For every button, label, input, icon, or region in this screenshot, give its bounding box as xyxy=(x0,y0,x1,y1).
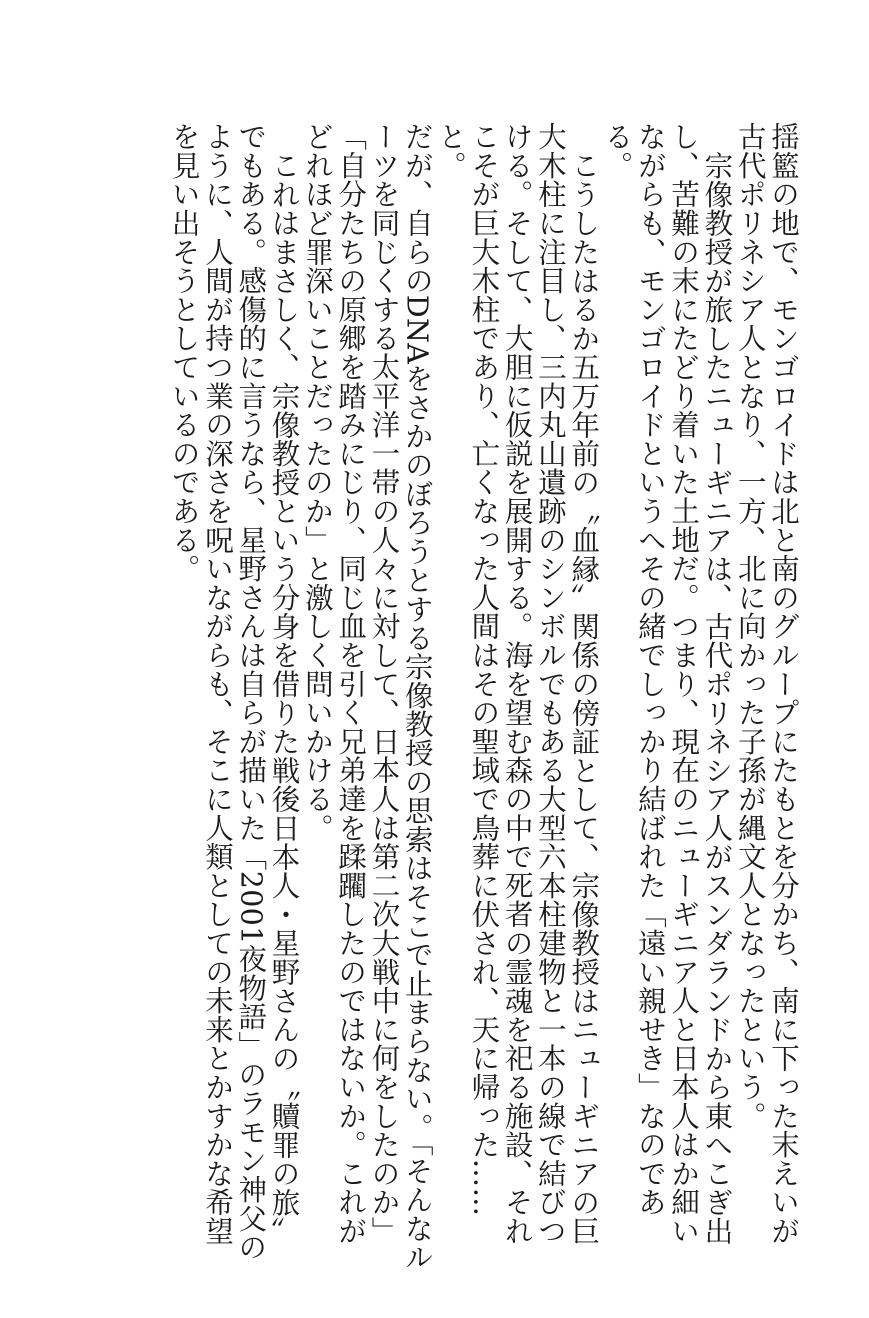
paragraph-1: 揺籃の地で、モンゴロイドは北と南のグループにたもとを分かち、南に下った末えいが古代ポリネシア人となり、一方、北に向かった子孫が縄文人となったという。 xyxy=(733,122,800,1246)
paragraph-2: 宗像教授が旅したニューギニアは、古代ポリネシア人がスンダランドから東へこぎ出し、苦難の末にたどり着いた土地だ。つまり、現在のニューギニア人と日本人はか細いながらも、モンゴロイドというへその緒でしっかり結ばれた「遠い親せき」なのである。 xyxy=(600,122,734,1246)
paragraph-5: これはまさしく、宗像教授という分身を借りた戦後日本人・星野さんの〝贖罪の旅〟でもある。感傷的に言うなら、星野さんは自らが描いた「2001夜物語」のラモン神父のように、人間が持つ業の深さを呪いながらも、そこに人類としての未来とかすかな希望を見い出そうとしているのである。 xyxy=(167,122,301,1262)
paragraph-4: だが、自らのDNAをさかのぼろうとする宗像教授の思索はそこで止まらない。「そんなルーツを同じくする太平洋一帯の人々に対して、日本人は第二次大戦中に何をしたのか」「自分たちの原郷を踏みにじり、同じ血を引く兄弟達を蹂躙したのではないか。これがどれほど罪深いことだったのか」と激しく問いかける。 xyxy=(300,122,434,1272)
paragraph-3: こうしたはるか五万年前の〝血縁〟関係の傍証として、宗像教授はニューギニアの巨大木柱に注目し、三内丸山遺跡のシンボルでもある大型六本柱建物と一本の線で結びつける。そして、大胆に仮説を展開する。海を望む森の中で死者の霊魂を祀る施設、それこそが巨大木柱であり、亡くなった人間はその聖域で鳥葬に伏され、天に帰った……と。 xyxy=(434,122,601,1246)
vertical-text-body xyxy=(58,122,800,1272)
